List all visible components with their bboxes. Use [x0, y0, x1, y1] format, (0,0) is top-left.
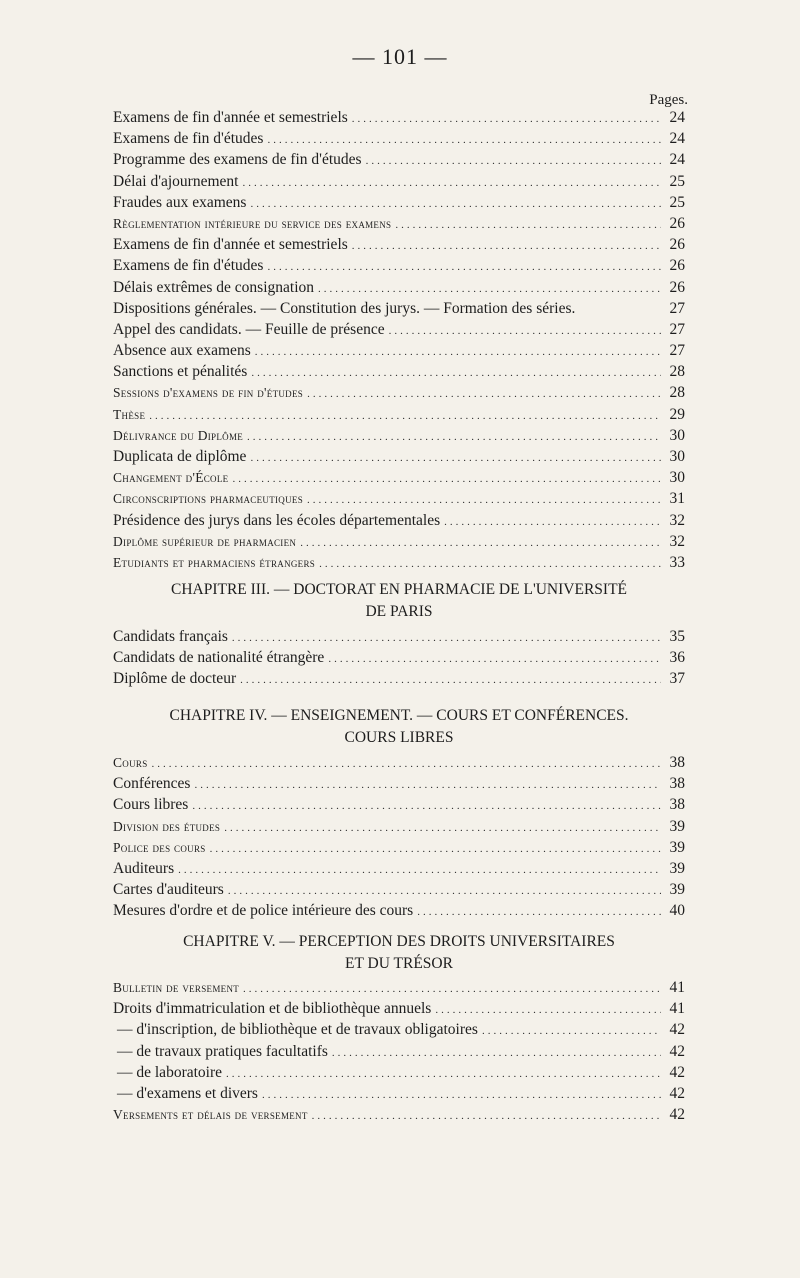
toc-entry — [113, 1043, 685, 1064]
toc-entry-page: 38 — [669, 796, 685, 814]
toc-entry-title: Auditeurs — [113, 859, 175, 877]
chapter-heading-line: CHAPITRE V. — PERCEPTION DES DROITS UNIVERSITAIRES — [183, 933, 615, 950]
toc-entry-page: 39 — [669, 859, 685, 877]
dot-leader — [352, 240, 661, 252]
toc-entry — [113, 796, 685, 817]
toc-entry-title: Duplicata de diplôme — [113, 448, 247, 465]
chapter-4-heading — [113, 705, 685, 749]
toc-entry — [113, 554, 685, 575]
toc-entry-page: 24 — [669, 151, 685, 169]
toc-entry — [113, 860, 685, 881]
toc-entry-title: Cours — [113, 755, 148, 770]
toc-entry-page: 26 — [669, 278, 685, 296]
toc-entry-page: 42 — [669, 1021, 685, 1039]
dot-leader — [210, 843, 661, 855]
chapter-heading-line: DE PARIS — [365, 603, 433, 620]
toc-entry — [113, 194, 685, 215]
dot-leader — [417, 906, 661, 918]
toc-entry — [113, 342, 685, 363]
toc-entry — [113, 257, 685, 278]
toc-entry — [113, 902, 685, 923]
toc-entry-page: 27 — [669, 342, 685, 360]
toc-entry — [113, 1000, 685, 1021]
toc-entry-page: 42 — [669, 1084, 685, 1102]
page-number: — 101 — — [352, 44, 448, 69]
toc-entry-page: 32 — [669, 511, 685, 529]
dot-leader — [149, 410, 661, 422]
toc-entry-page: 38 — [669, 754, 685, 771]
toc-entry — [113, 649, 685, 670]
toc-entry-page: 26 — [669, 236, 685, 254]
toc-entry-title: Versements et délais de versement — [113, 1107, 308, 1123]
dot-leader — [267, 134, 661, 146]
toc-entry — [113, 130, 685, 151]
toc-entry-title: Candidats français — [113, 628, 228, 645]
toc-entry-title: Sessions d'examens de fin d'études — [113, 385, 304, 401]
toc-entry — [113, 490, 685, 511]
toc-entry-title: Mesures d'ordre et de police intérieure des cours — [113, 902, 414, 920]
dot-leader — [232, 632, 661, 644]
dot-leader — [328, 653, 661, 665]
toc-entry-title: Thèse — [113, 406, 146, 422]
toc-entry-title: Changement d'École — [113, 470, 229, 486]
toc-entry-page: 37 — [669, 670, 685, 688]
toc-entry — [113, 321, 685, 342]
toc-entry-page: 30 — [669, 448, 685, 465]
toc-entry-title: Division des études — [113, 818, 221, 834]
dot-leader — [242, 177, 661, 189]
dot-leader — [243, 983, 661, 995]
toc-entry-title: Bulletin de versement — [113, 980, 240, 995]
dot-leader — [240, 674, 661, 686]
toc-entry-page: 39 — [669, 838, 685, 856]
dot-leader — [250, 198, 661, 210]
toc-entry-page: 32 — [669, 532, 685, 550]
dot-leader — [228, 885, 661, 897]
toc-entry — [113, 300, 685, 321]
toc-entry-page: 42 — [669, 1106, 685, 1124]
toc-entry-title: Droits d'immatriculation et de bibliothèque annuels — [113, 1000, 432, 1018]
dot-leader — [318, 283, 661, 295]
toc-entry-page: 26 — [669, 257, 685, 275]
dot-leader — [307, 494, 661, 506]
toc-entry — [113, 628, 685, 649]
toc-entry-title: — d'examens et divers — [117, 1084, 258, 1102]
toc-entry-title: — de travaux pratiques facultatifs — [117, 1042, 328, 1060]
toc-entry — [113, 384, 685, 405]
toc-entry — [113, 279, 685, 300]
toc-entry — [113, 469, 685, 490]
toc-entry — [113, 363, 685, 384]
dot-leader — [251, 367, 661, 379]
dot-leader — [482, 1025, 661, 1037]
toc-entry-title: Délai d'ajournement — [113, 172, 239, 190]
toc-entry — [113, 839, 685, 860]
toc-entry-title: Fraudes aux examens — [113, 193, 247, 211]
toc-entry — [113, 427, 685, 448]
toc-entry-title: Délivrance du Diplôme — [113, 427, 244, 443]
dot-leader — [307, 388, 661, 400]
toc-entry-title: Examens de fin d'année et semestriels — [113, 236, 348, 254]
toc-entry — [113, 670, 685, 691]
toc-entry-title: — de laboratoire — [117, 1063, 223, 1081]
dot-leader — [300, 537, 661, 549]
toc-entry-page: 25 — [669, 172, 685, 190]
toc-entry — [113, 533, 685, 554]
dot-leader — [267, 261, 661, 273]
toc-entry-title: Présidence des jurys dans les écoles départementales — [113, 511, 441, 529]
toc-section-1 — [113, 109, 685, 575]
toc-entry — [113, 215, 685, 236]
toc-entry-title: Cours libres — [113, 796, 189, 814]
toc-entry-page: 31 — [669, 490, 685, 508]
toc-entry — [113, 236, 685, 257]
dot-leader — [444, 516, 661, 528]
toc-entry-title: Absence aux examens — [113, 342, 251, 360]
dot-leader — [262, 1089, 661, 1101]
toc-entry — [113, 1106, 685, 1127]
toc-entry-page: 39 — [669, 817, 685, 835]
dot-leader — [255, 346, 661, 358]
toc-entry — [113, 448, 685, 469]
toc-entry-title: Examens de fin d'année et semestriels — [113, 109, 348, 126]
dot-leader — [152, 758, 661, 770]
toc-entry — [113, 1064, 685, 1085]
toc-entry-title: Cartes d'auditeurs — [113, 881, 224, 899]
dot-leader — [332, 1047, 661, 1059]
toc-entry-page: 40 — [669, 902, 685, 920]
toc-entry — [113, 406, 685, 427]
toc-entry-page: 39 — [669, 881, 685, 899]
toc-entry-page: 33 — [669, 553, 685, 571]
toc-entry-title: Programme des examens de fin d'études — [113, 151, 362, 169]
toc-entry — [113, 512, 685, 533]
toc-entry-page: 26 — [669, 214, 685, 232]
toc-entry-page: 42 — [669, 1042, 685, 1060]
chapter-3-heading — [113, 579, 685, 623]
pages-column-label: Pages. — [649, 92, 688, 108]
toc-entry — [113, 775, 685, 796]
toc-entry-title: — d'inscription, de bibliothèque et de travaux obligatoires — [117, 1021, 478, 1039]
dot-leader — [250, 452, 661, 464]
toc-entry — [113, 173, 685, 194]
toc-entry-page: 27 — [669, 299, 685, 317]
toc-entry-title: Sanctions et pénalités — [113, 363, 248, 381]
dot-leader — [366, 155, 661, 167]
dot-leader — [352, 113, 661, 125]
toc-entry — [113, 151, 685, 172]
toc-entry-title: Conférences — [113, 775, 191, 793]
toc-entry-page: 24 — [669, 130, 685, 148]
toc-section-chapter-3 — [113, 628, 685, 692]
toc-entry-page: 28 — [669, 363, 685, 381]
toc-entry-title: Etudiants et pharmaciens étrangers — [113, 554, 316, 570]
toc-entry-title: Examens de fin d'études — [113, 130, 264, 148]
toc-entry-page: 41 — [669, 979, 685, 996]
dot-leader — [226, 1068, 661, 1080]
toc-entry — [113, 979, 685, 1000]
toc-entry-page: 36 — [669, 649, 685, 667]
toc-entry — [113, 109, 685, 130]
chapter-heading-line: COURS LIBRES — [344, 729, 454, 746]
toc-entry-page: 25 — [669, 193, 685, 211]
toc-entry-title: Diplôme supérieur de pharmacien — [113, 533, 297, 549]
toc-entry — [113, 881, 685, 902]
toc-entry — [113, 818, 685, 839]
toc-entry-page: 27 — [669, 320, 685, 338]
dot-leader — [224, 822, 661, 834]
toc-entry-title: Circonscriptions pharmaceutiques — [113, 491, 303, 507]
dot-leader — [178, 864, 661, 876]
toc-section-chapter-4 — [113, 754, 685, 924]
toc-entry-page: 35 — [669, 628, 685, 645]
toc-entry-page: 29 — [669, 405, 685, 423]
toc-entry-title: Examens de fin d'études — [113, 257, 264, 275]
dot-leader — [395, 219, 661, 231]
toc-section-chapter-5 — [113, 979, 685, 1127]
toc-entry-page: 38 — [669, 775, 685, 793]
toc-entry-title: Candidats de nationalité étrangère — [113, 649, 325, 667]
dot-leader — [194, 779, 661, 791]
toc-entry-page: 41 — [669, 1000, 685, 1018]
toc-entry-title: Police des cours — [113, 839, 206, 855]
toc-entry-page: 28 — [669, 384, 685, 402]
toc-entry-title: Délais extrêmes de consignation — [113, 278, 315, 296]
chapter-5-heading — [113, 931, 685, 975]
dot-leader — [389, 325, 661, 337]
dot-leader — [232, 473, 661, 485]
toc-entry-page: 42 — [669, 1063, 685, 1081]
toc-entry-title: Diplôme de docteur — [113, 670, 237, 688]
toc-entry-page: 30 — [669, 426, 685, 444]
chapter-heading-line: CHAPITRE III. — DOCTORAT EN PHARMACIE DE L'UNIVERSITÉ — [170, 581, 628, 598]
dot-leader — [312, 1110, 661, 1122]
dot-leader — [247, 431, 661, 443]
chapter-heading-line: ET DU TRÉSOR — [345, 955, 453, 972]
toc-entry — [113, 1085, 685, 1106]
toc-entry-page: 30 — [669, 469, 685, 487]
dot-leader — [435, 1004, 661, 1016]
toc-entry — [113, 1021, 685, 1042]
toc-entry-title: Dispositions générales. — Constitution des jurys. — Formation des séries. — [113, 299, 576, 317]
dot-leader — [319, 558, 661, 570]
toc-entry-title: Règlementation intérieure du service des examens — [113, 215, 392, 231]
chapter-heading-line: CHAPITRE IV. — ENSEIGNEMENT. — COURS ET CONFÉRENCES. — [169, 707, 629, 724]
dot-leader — [192, 800, 661, 812]
toc-entry-page: 24 — [669, 109, 685, 126]
toc-entry-title: Appel des candidats. — Feuille de présence — [113, 320, 385, 338]
toc-entry — [113, 754, 685, 775]
